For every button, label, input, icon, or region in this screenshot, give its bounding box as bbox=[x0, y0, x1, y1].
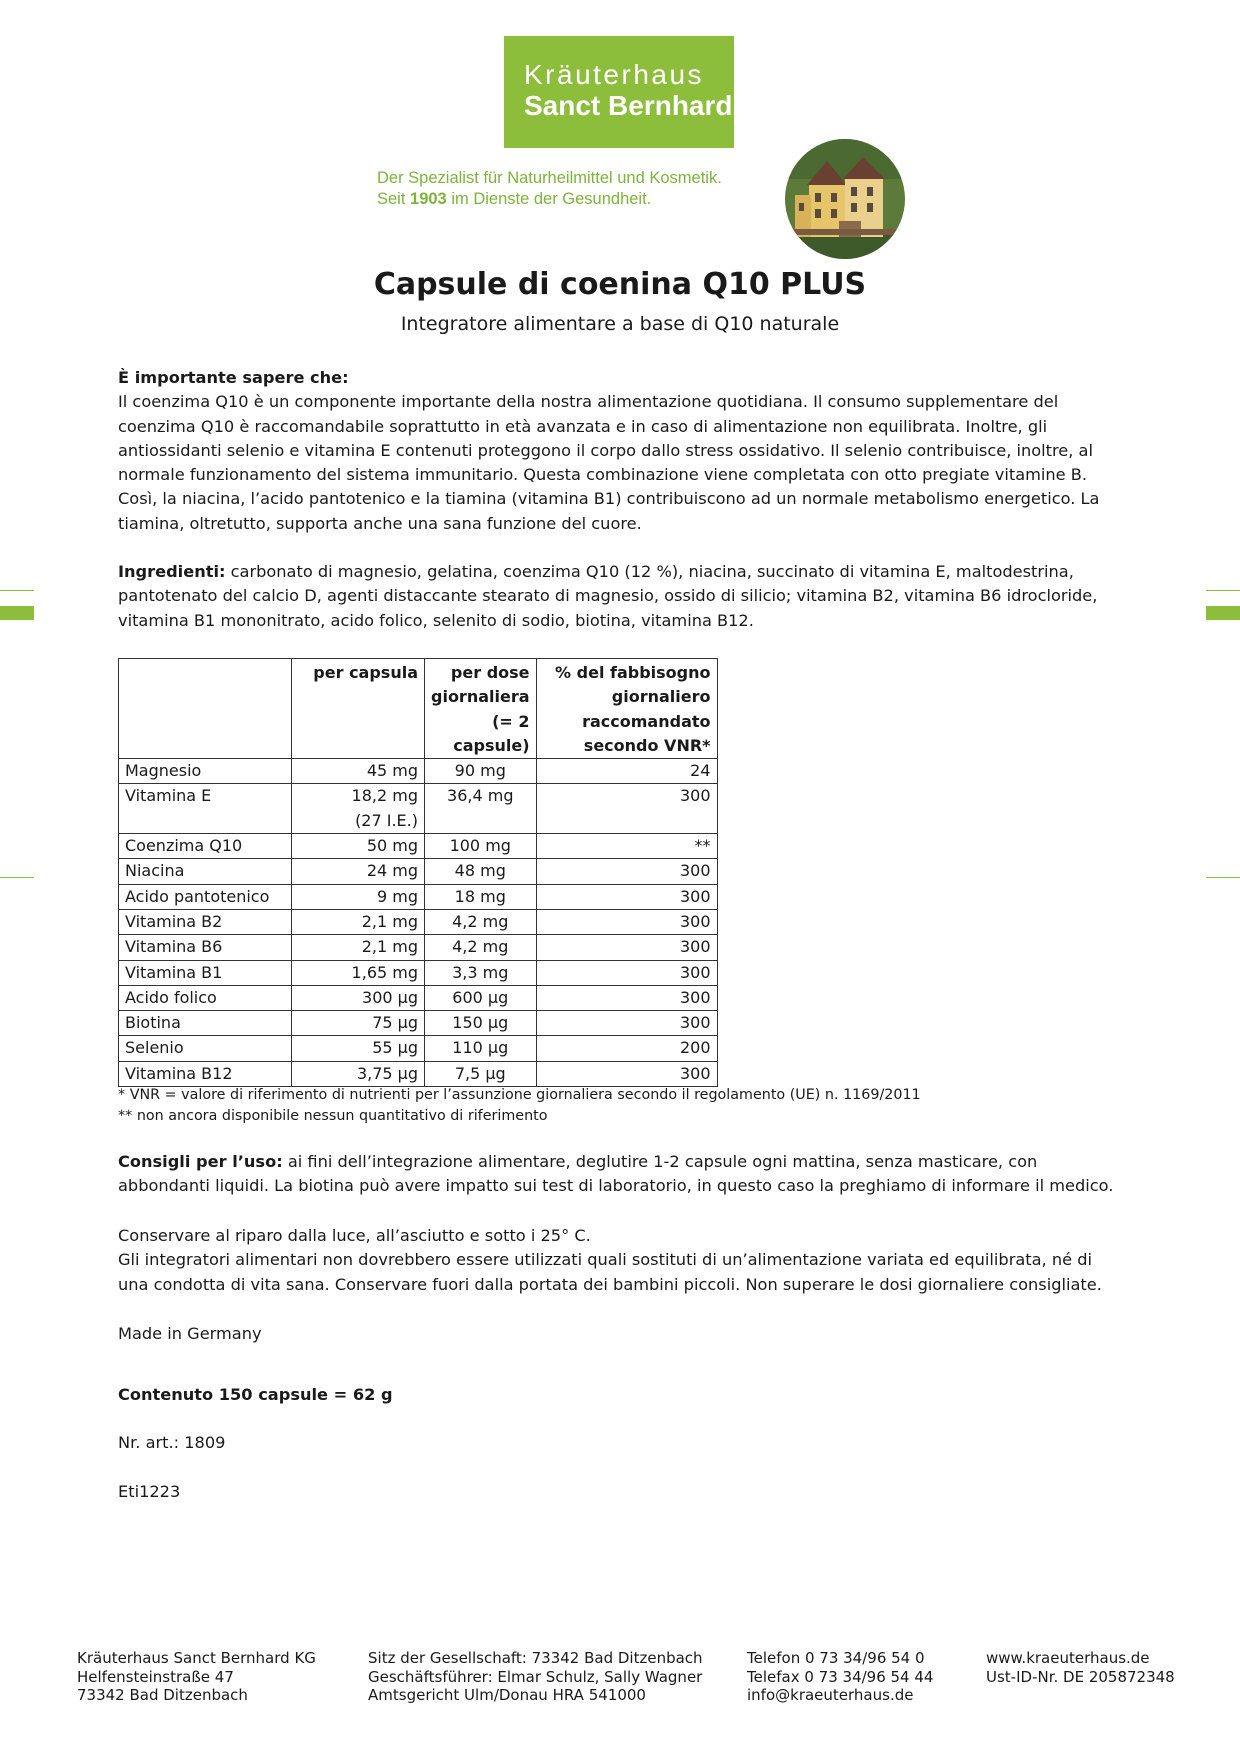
nutrient-per-dose-value: 7,5 µg bbox=[454, 1063, 506, 1083]
footer-company bbox=[77, 1649, 316, 1705]
nutrient-per-dose bbox=[425, 935, 537, 960]
nutrient-per-capsule bbox=[292, 1036, 425, 1061]
nutrient-per-capsule-value: 3,75 µg bbox=[356, 1063, 418, 1083]
nutrient-name bbox=[119, 859, 292, 884]
nutrient-pct bbox=[536, 1061, 717, 1086]
tagline-prefix: Seit bbox=[377, 190, 411, 208]
nutrient-pct-value: 200 bbox=[679, 1038, 711, 1058]
nutrient-per-dose-value: 4,2 mg bbox=[452, 937, 509, 957]
nutrient-name-value: Vitamina B1 bbox=[125, 962, 223, 982]
footer-email[interactable]: info@kraeuterhaus.de bbox=[747, 1686, 914, 1704]
origin: Made in Germany bbox=[118, 1324, 262, 1343]
info-heading: È importante sapere che: bbox=[118, 368, 349, 387]
nutrient-pct-value: ** bbox=[694, 836, 711, 856]
nutrient-name-value: Selenio bbox=[125, 1038, 184, 1058]
tagline-suffix: im Dienste der Gesundheit. bbox=[446, 190, 652, 208]
table-row bbox=[119, 859, 718, 884]
nutrient-per-dose bbox=[425, 1036, 537, 1061]
nutrient-per-dose-value: 110 µg bbox=[452, 1038, 509, 1058]
storage-section bbox=[118, 1224, 1118, 1297]
brand-logo bbox=[504, 36, 734, 148]
usage-label: Consigli per l’uso: bbox=[118, 1152, 283, 1171]
nutrient-per-capsule bbox=[292, 1011, 425, 1036]
nutrient-per-capsule-value: 50 mg bbox=[366, 836, 418, 856]
nutrient-per-capsule-extra: (27 I.E.) bbox=[355, 810, 418, 830]
nutrient-per-dose-value: 48 mg bbox=[454, 861, 506, 881]
nutrient-per-capsule-value: 2,1 mg bbox=[361, 911, 418, 931]
nutrient-pct bbox=[536, 759, 717, 784]
tagline-line-1: Der Spezialist für Naturheilmittel und Kosmetik. bbox=[377, 169, 722, 187]
nutrient-per-dose bbox=[425, 909, 537, 934]
nutrient-name-value: Vitamina B12 bbox=[125, 1063, 233, 1083]
nutrient-per-dose bbox=[425, 884, 537, 909]
nutrient-name-value: Acido folico bbox=[125, 987, 217, 1007]
product-subtitle: Integratore alimentare a base di Q10 naturale bbox=[400, 313, 840, 335]
logo-line-2: Sanct Bernhard bbox=[524, 90, 733, 121]
nutrient-name-value: Acido pantotenico bbox=[125, 886, 270, 906]
nutrient-per-dose-value: 90 mg bbox=[454, 761, 506, 781]
info-text: Il coenzima Q10 è un componente importante della nostra alimentazione quotidiana. Il consumo supplementare del coenzima Q10 è raccomandabile soprattutto in età avanzata e in caso di alimentazione non equilibrata. Inoltre, gli antiossidanti selenio e vitamina E contenuti proteggono il corpo dallo stress ossidativo. Il selenio contribuisce, inoltre, al normale funzionamento del sistema immunitario. Questa combinazione viene completata con otto pregiate vitamine B. Così, la niacina, l’acido pantotenico e la tiamina (vitamina B1) contribuiscono ad un normale metabolismo energetico. La tiamina, oltretutto, supporta anche una sana funzione del cuore. bbox=[118, 392, 1100, 533]
table-row bbox=[119, 1036, 718, 1061]
nutrient-per-dose-value: 600 µg bbox=[452, 987, 509, 1007]
note-vnr: * VNR = valore di riferimento di nutrienti per l’assunzione giornaliera secondo il regolamento (UE) n. 1169/2011 bbox=[118, 1087, 921, 1103]
nutrient-per-dose bbox=[425, 759, 537, 784]
nutrient-per-capsule bbox=[292, 859, 425, 884]
ingredients-text: carbonato di magnesio, gelatina, coenzima Q10 (12 %), niacina, succinato di vitamina E, maltodestrina, pantotenato del calcio D, agenti distaccante stearato di magnesio, ossido di silicio; vitamina B2, vitamina B6 idrocloride, vitamina B1 mononitrato, acido folico, selenito di sodio, biotina, vitamina B12. bbox=[118, 562, 1098, 630]
nutrient-name bbox=[119, 1061, 292, 1086]
footer-fax: Telefax 0 73 34/96 54 44 bbox=[747, 1667, 934, 1686]
nutrient-name bbox=[119, 759, 292, 784]
nutrient-per-capsule-value: 9 mg bbox=[376, 886, 418, 906]
footer-web bbox=[986, 1649, 1175, 1686]
footer-contact bbox=[747, 1649, 933, 1705]
logo-line-1: Kräuterhaus bbox=[524, 59, 705, 90]
nutrient-per-capsule-value: 1,65 mg bbox=[351, 962, 418, 982]
nutrient-per-capsule-value: 55 µg bbox=[372, 1038, 418, 1058]
nutrient-pct-value: 300 bbox=[679, 1063, 711, 1083]
footer-street: Helfensteinstraße 47 bbox=[77, 1667, 234, 1686]
footer-managers: Geschäftsführer: Elmar Schulz, Sally Wagner bbox=[368, 1667, 703, 1686]
nutrient-name bbox=[119, 909, 292, 934]
nutrient-name-value: Coenzima Q10 bbox=[125, 836, 243, 856]
note-reference: ** non ancora disponibile nessun quantitativo di riferimento bbox=[118, 1108, 548, 1124]
nutrient-per-dose bbox=[425, 1011, 537, 1036]
nutrient-per-capsule-value: 45 mg bbox=[366, 761, 418, 781]
nutrient-name-value: Biotina bbox=[125, 1013, 181, 1033]
nutrition-table bbox=[118, 658, 718, 1087]
margin-mark-right-top bbox=[1206, 590, 1240, 591]
nutrient-pct bbox=[536, 960, 717, 985]
nutrient-pct-value: 300 bbox=[679, 911, 711, 931]
table-row bbox=[119, 1061, 718, 1086]
nutrient-name bbox=[119, 960, 292, 985]
tagline bbox=[377, 168, 722, 210]
tagline-year: 1903 bbox=[410, 190, 447, 208]
nutrient-per-capsule-value: 18,2 mg bbox=[351, 786, 418, 806]
footer-phone: Telefon 0 73 34/96 54 0 bbox=[747, 1649, 925, 1667]
table-row bbox=[119, 784, 718, 834]
ingredients-section bbox=[118, 560, 1118, 633]
nutrient-per-capsule bbox=[292, 960, 425, 985]
nutrient-per-capsule bbox=[292, 909, 425, 934]
nutrient-pct bbox=[536, 859, 717, 884]
nutrient-name bbox=[119, 784, 292, 834]
nutrient-per-dose bbox=[425, 834, 537, 859]
table-row bbox=[119, 1011, 718, 1036]
nutrient-per-capsule-value: 300 µg bbox=[362, 987, 418, 1007]
header-name bbox=[119, 659, 292, 759]
building-photo bbox=[785, 139, 905, 259]
nutrient-name bbox=[119, 1011, 292, 1036]
footer-website[interactable]: www.kraeuterhaus.de bbox=[986, 1649, 1150, 1667]
header-per-capsule: per capsula bbox=[292, 659, 425, 759]
nutrient-per-dose-value: 18 mg bbox=[454, 886, 506, 906]
nutrient-per-capsule bbox=[292, 1061, 425, 1086]
table-row bbox=[119, 960, 718, 985]
nutrient-name-value: Magnesio bbox=[125, 761, 202, 781]
table-row bbox=[119, 935, 718, 960]
margin-line-left bbox=[0, 877, 34, 878]
nutrient-per-capsule bbox=[292, 985, 425, 1010]
nutrient-per-dose-value: 100 mg bbox=[449, 836, 511, 856]
nutrient-pct bbox=[536, 909, 717, 934]
nutrient-per-capsule-value: 24 mg bbox=[366, 861, 418, 881]
nutrient-pct bbox=[536, 1036, 717, 1061]
nutrient-per-dose bbox=[425, 784, 537, 834]
nutrient-pct bbox=[536, 784, 717, 834]
header-per-dose: per dose giornaliera (= 2 capsule) bbox=[425, 659, 537, 759]
table-header-row bbox=[119, 659, 718, 759]
nutrient-pct bbox=[536, 884, 717, 909]
footer-court: Amtsgericht Ulm/Donau HRA 541000 bbox=[368, 1686, 646, 1704]
nutrient-per-dose bbox=[425, 859, 537, 884]
nutrient-pct-value: 300 bbox=[679, 786, 711, 806]
info-section bbox=[118, 366, 1118, 536]
nutrient-per-dose-value: 4,2 mg bbox=[452, 911, 509, 931]
nutrient-name bbox=[119, 1036, 292, 1061]
nutrient-per-capsule-value: 75 µg bbox=[372, 1013, 418, 1033]
product-title: Capsule di coenina Q10 PLUS bbox=[373, 267, 867, 302]
content-amount: Contenuto 150 capsule = 62 g bbox=[118, 1385, 393, 1404]
tagline-line-2 bbox=[377, 189, 722, 210]
table-body bbox=[119, 759, 718, 1087]
nutrient-name bbox=[119, 935, 292, 960]
margin-mark-right bbox=[1206, 606, 1240, 620]
nutrient-name bbox=[119, 884, 292, 909]
footer-legal bbox=[368, 1649, 703, 1705]
label-code: Eti1223 bbox=[118, 1482, 181, 1501]
nutrient-pct-value: 300 bbox=[679, 886, 711, 906]
header-pct: % del fabbisogno giornaliero raccomandato secondo VNR* bbox=[536, 659, 717, 759]
usage-text: ai fini dell’integrazione alimentare, deglutire 1-2 capsule ogni mattina, senza masticare, con abbondanti liquidi. La biotina può avere impatto sui test di laboratorio, in questo caso la preghiamo di informare il medico. bbox=[118, 1152, 1114, 1196]
nutrient-per-dose bbox=[425, 960, 537, 985]
nutrient-pct bbox=[536, 834, 717, 859]
article-number: Nr. art.: 1809 bbox=[118, 1433, 226, 1452]
nutrient-pct-value: 300 bbox=[679, 861, 711, 881]
nutrient-pct bbox=[536, 985, 717, 1010]
nutrient-pct bbox=[536, 935, 717, 960]
storage-line-2: Gli integratori alimentari non dovrebbero essere utilizzati quali sostituti di un’alimentazione variata ed equilibrata, né di una condotta di vita sana. Conservare fuori dalla portata dei bambini piccoli. Non superare le dosi giornaliere consigliate. bbox=[118, 1250, 1102, 1294]
footer-city: 73342 Bad Ditzenbach bbox=[77, 1686, 248, 1704]
nutrient-per-capsule bbox=[292, 935, 425, 960]
nutrient-per-dose-value: 3,3 mg bbox=[452, 962, 509, 982]
nutrient-pct-value: 300 bbox=[679, 987, 711, 1007]
nutrient-name-value: Vitamina B2 bbox=[125, 911, 223, 931]
margin-mark-left bbox=[0, 606, 34, 620]
nutrient-per-capsule bbox=[292, 784, 425, 834]
nutrient-per-capsule bbox=[292, 834, 425, 859]
nutrient-pct-value: 300 bbox=[679, 962, 711, 982]
margin-mark-left-top bbox=[0, 590, 34, 591]
nutrient-name-value: Vitamina B6 bbox=[125, 937, 223, 957]
nutrient-per-capsule bbox=[292, 759, 425, 784]
table-row bbox=[119, 909, 718, 934]
nutrient-per-capsule bbox=[292, 884, 425, 909]
footer-vat-id: Ust-ID-Nr. DE 205872348 bbox=[986, 1667, 1175, 1686]
nutrient-pct-value: 300 bbox=[679, 937, 711, 957]
table-notes bbox=[118, 1085, 921, 1127]
nutrient-per-dose bbox=[425, 1061, 537, 1086]
ingredients-label: Ingredienti: bbox=[118, 562, 226, 581]
nutrient-name-value: Vitamina E bbox=[125, 786, 212, 806]
table-row bbox=[119, 985, 718, 1010]
nutrient-per-dose-value: 150 µg bbox=[452, 1013, 509, 1033]
storage-line-1: Conservare al riparo dalla luce, all’asciutto e sotto i 25° C. bbox=[118, 1226, 591, 1245]
nutrient-pct bbox=[536, 1011, 717, 1036]
table-row bbox=[119, 884, 718, 909]
nutrient-per-dose-value: 36,4 mg bbox=[447, 786, 514, 806]
table-row bbox=[119, 759, 718, 784]
nutrient-per-capsule-value: 2,1 mg bbox=[361, 937, 418, 957]
table-row bbox=[119, 834, 718, 859]
footer-seat: Sitz der Gesellschaft: 73342 Bad Ditzenbach bbox=[368, 1649, 703, 1667]
nutrient-name bbox=[119, 985, 292, 1010]
usage-section bbox=[118, 1150, 1118, 1199]
nutrient-name bbox=[119, 834, 292, 859]
margin-line-right bbox=[1206, 877, 1240, 878]
footer-company-name: Kräuterhaus Sanct Bernhard KG bbox=[77, 1649, 316, 1667]
nutrient-pct-value: 24 bbox=[690, 761, 711, 781]
nutrient-pct-value: 300 bbox=[679, 1013, 711, 1033]
nutrient-name-value: Niacina bbox=[125, 861, 185, 881]
nutrient-per-dose bbox=[425, 985, 537, 1010]
